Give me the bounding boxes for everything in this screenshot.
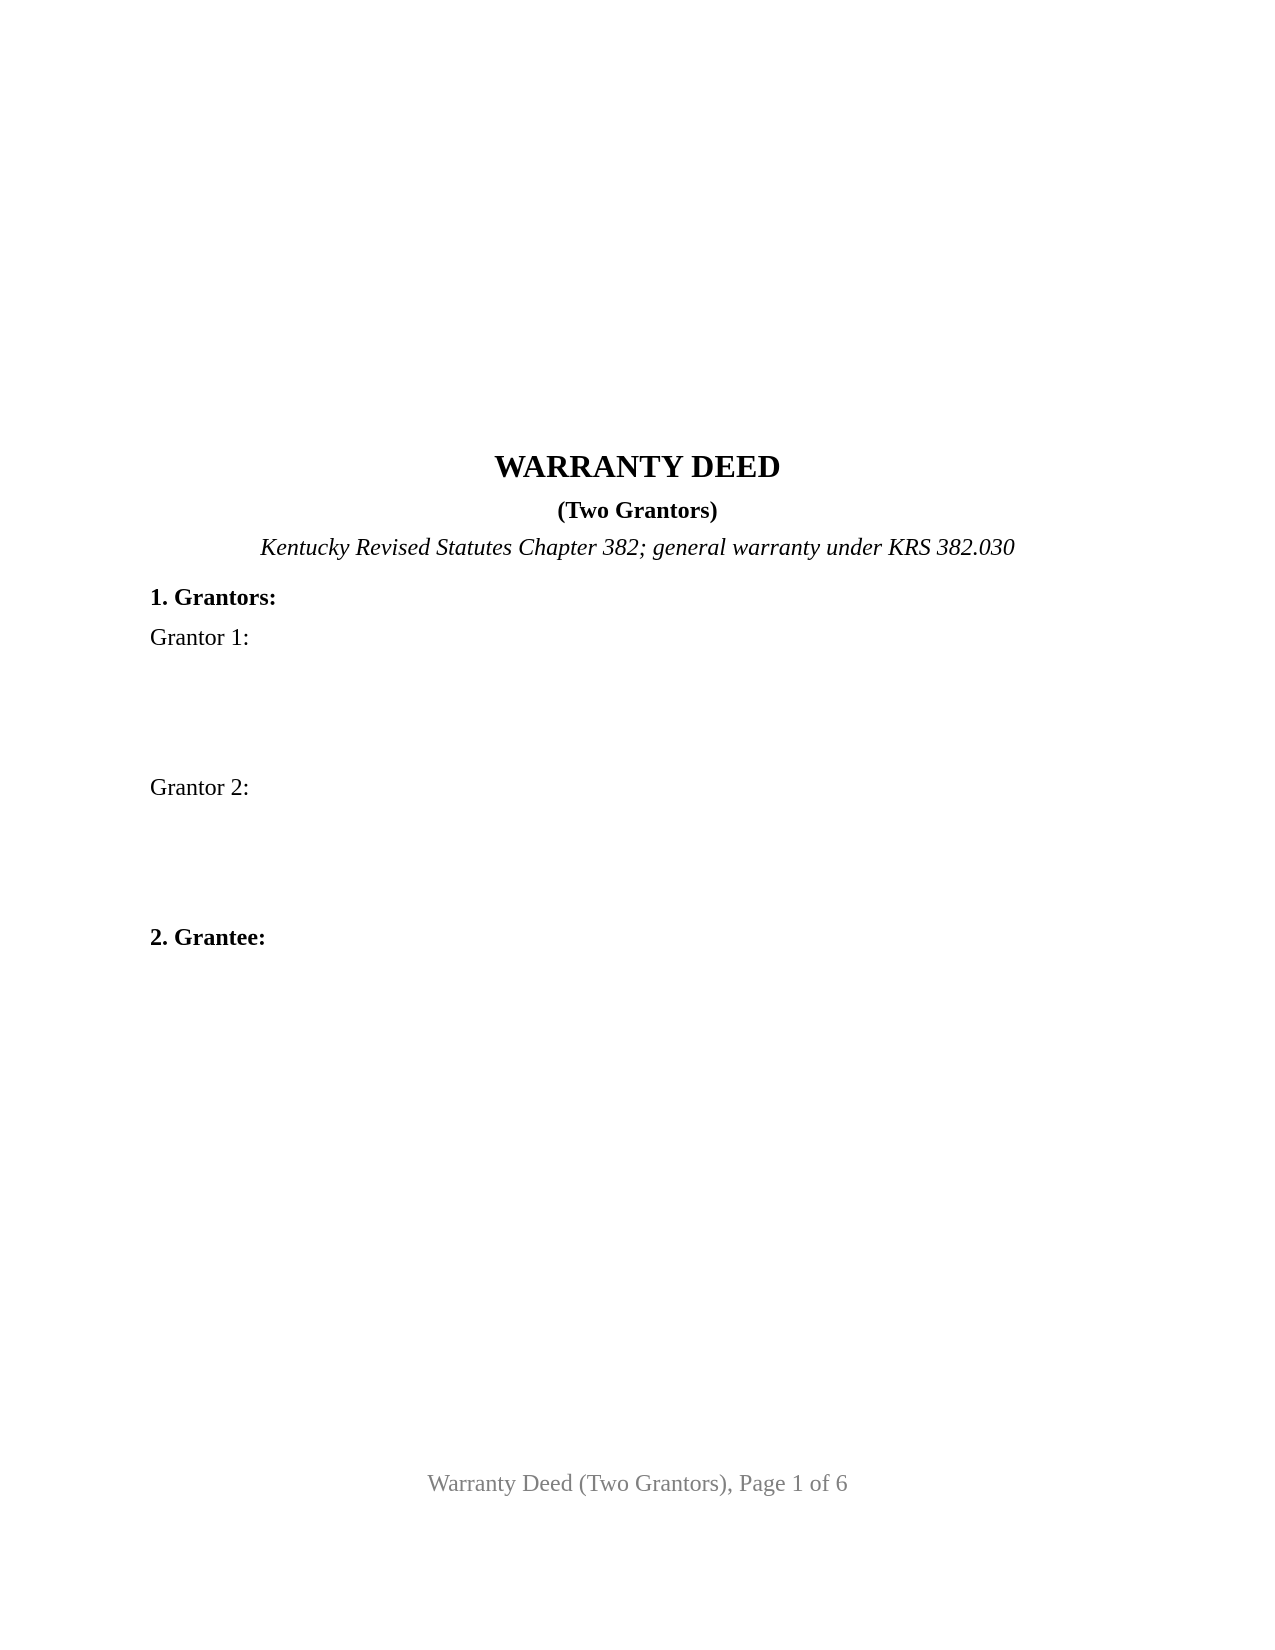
statute-reference: Kentucky Revised Statutes Chapter 382; general warranty under KRS 382.030 [260,535,1015,561]
grantor-1-label: Grantor 1: [150,625,250,651]
grantors-heading: 1. Grantors: [150,585,277,611]
grantee-heading: 2. Grantee: [150,925,266,951]
document-title: WARRANTY DEED [494,448,781,484]
page-footer: Warranty Deed (Two Grantors), Page 1 of 6 [427,1471,848,1497]
grantor-2-label: Grantor 2: [150,775,250,801]
document-subtitle: (Two Grantors) [557,498,718,524]
